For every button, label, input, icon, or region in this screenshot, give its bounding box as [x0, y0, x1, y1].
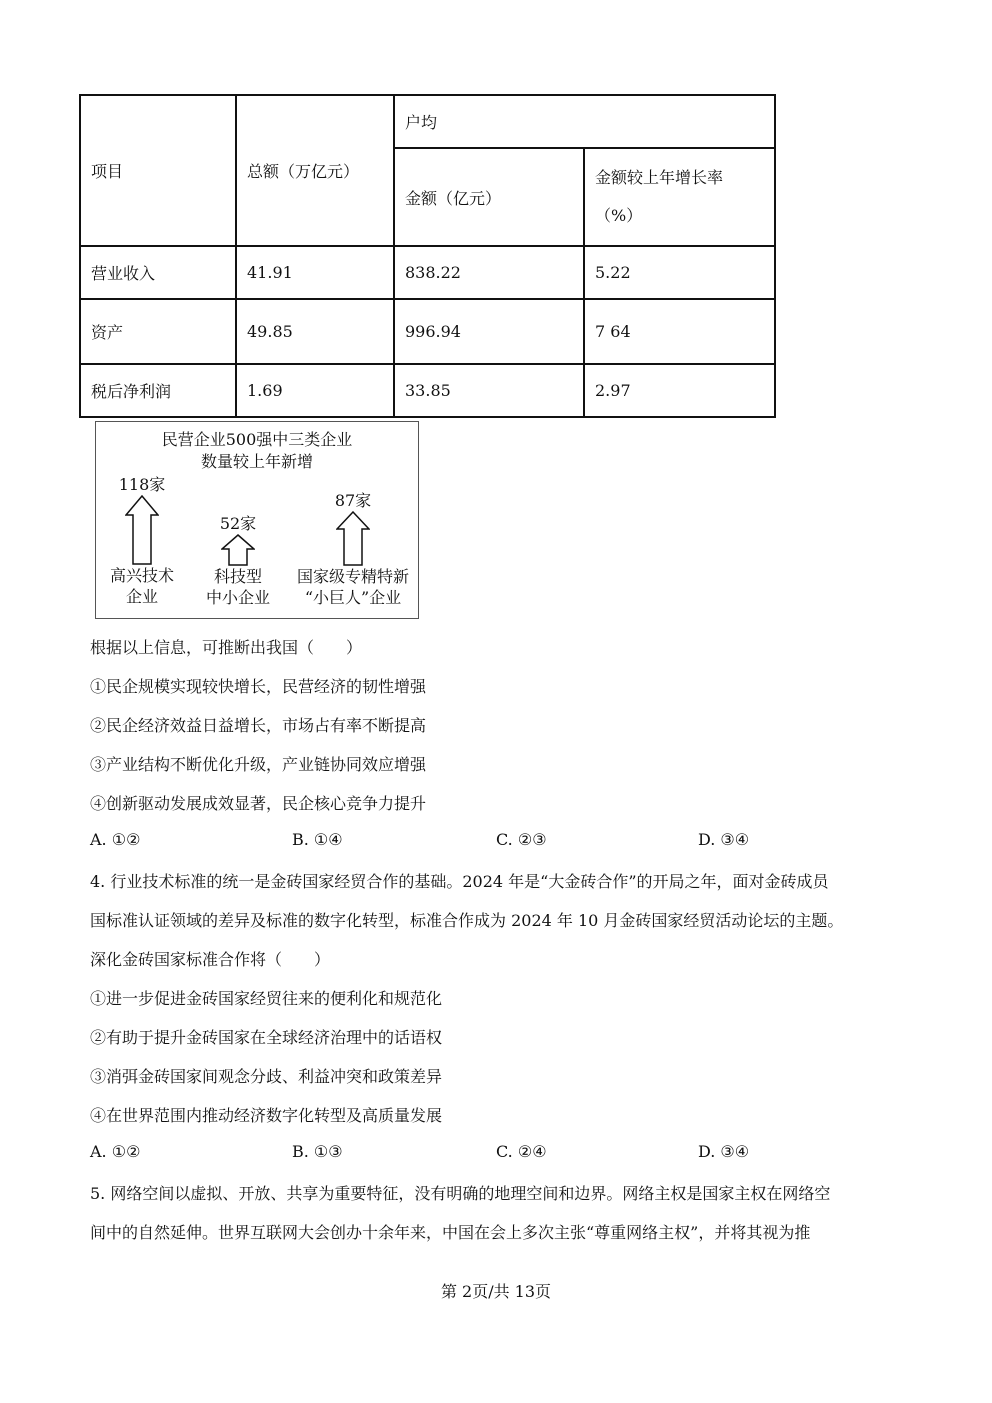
table-row: [80, 364, 775, 417]
q4-option-b[interactable]: B. ①③: [292, 1142, 343, 1161]
q4-statement-3: ③消弭金砖国家间观念分歧、利益冲突和政策差异: [90, 1067, 443, 1086]
row-amount: 33.85: [394, 364, 584, 417]
q4-stem-line2: 国标准认证领域的差异及标准的数字化转型，标准合作成为 2024 年 10 月金砖国家经贸活动论坛的主题。: [90, 911, 844, 930]
q3-option-b[interactable]: B. ①④: [292, 830, 343, 849]
row-item: 资产: [80, 299, 236, 364]
row-total: 41.91: [236, 246, 394, 299]
growth-item-little-giant: [290, 490, 416, 608]
row-growth: 2.97: [584, 364, 775, 417]
growth-item-sme: [200, 513, 276, 608]
row-growth: 5.22: [584, 246, 775, 299]
q3-option-c[interactable]: C. ②③: [496, 830, 547, 849]
header-item: 项目: [80, 95, 236, 246]
growth-label-line2: 中小企业: [205, 588, 270, 607]
growth-label-line1: 国家级专精特新: [296, 567, 409, 586]
header-growth-line1: 金额较上年增长率: [595, 168, 724, 187]
up-arrow-icon: [336, 511, 370, 566]
q3-option-a[interactable]: A. ①②: [90, 830, 141, 849]
q4-stem-line1: 4. 行业技术标准的统一是金砖国家经贸合作的基础。2024 年是“大金砖合作”的开局之年，面对金砖成员: [90, 872, 829, 891]
q4-stem-line3: 深化金砖国家标准合作将（ ）: [90, 950, 331, 969]
q4-option-a[interactable]: A. ①②: [90, 1142, 141, 1161]
row-total: 49.85: [236, 299, 394, 364]
infobox-title-line2: 数量较上年新增: [200, 452, 313, 471]
q4-option-d[interactable]: D. ③④: [698, 1142, 750, 1161]
q4-statement-4: ④在世界范围内推动经济数字化转型及高质量发展: [90, 1106, 443, 1125]
q5-stem-line2: 间中的自然延伸。世界互联网大会创办十余年来，中国在会上多次主张“尊重网络主权”，并将其视为推: [90, 1223, 811, 1242]
q3-stem: 根据以上信息，可推断出我国（ ）: [90, 638, 363, 657]
row-item: 税后净利润: [80, 364, 236, 417]
q3-statement-2: ②民企经济效益日益增长，市场占有率不断提高: [90, 716, 427, 735]
enterprise-growth-infographic: [95, 421, 419, 619]
q3-statement-4: ④创新驱动发展成效显著，民企核心竞争力提升: [90, 794, 427, 813]
header-per-household: 户均: [394, 95, 775, 148]
header-amount: 金额（亿元）: [394, 148, 584, 246]
statistics-table: [79, 94, 776, 418]
growth-label-line1: 高兴技术: [109, 566, 174, 585]
growth-value: 87家: [334, 491, 372, 510]
table-row: [80, 299, 775, 364]
growth-label-line2: 企业: [125, 587, 158, 606]
row-total: 1.69: [236, 364, 394, 417]
growth-label-line1: 科技型: [213, 567, 262, 586]
q3-statement-1: ①民企规模实现较快增长，民营经济的韧性增强: [90, 677, 427, 696]
q3-statement-3: ③产业结构不断优化升级，产业链协同效应增强: [90, 755, 427, 774]
q4-option-c[interactable]: C. ②④: [496, 1142, 547, 1161]
growth-label-line2: “小巨人”企业: [304, 588, 402, 607]
row-amount: 996.94: [394, 299, 584, 364]
growth-value: 118家: [118, 475, 166, 494]
infobox-title-line1: 民营企业500强中三类企业: [161, 430, 353, 449]
row-growth: 7 64: [584, 299, 775, 364]
header-growth: [584, 148, 775, 246]
q4-statement-2: ②有助于提升金砖国家在全球经济治理中的话语权: [90, 1028, 443, 1047]
header-growth-line2: （%）: [595, 206, 643, 225]
row-item: 营业收入: [80, 246, 236, 299]
row-amount: 838.22: [394, 246, 584, 299]
growth-item-high-tech: [104, 474, 180, 607]
page-footer: 第 2页/共 13页: [440, 1282, 552, 1301]
header-total: 总额（万亿元）: [236, 95, 394, 246]
up-arrow-icon: [125, 495, 159, 565]
q3-option-d[interactable]: D. ③④: [698, 830, 750, 849]
q4-statement-1: ①进一步促进金砖国家经贸往来的便利化和规范化: [90, 989, 443, 1008]
growth-value: 52家: [219, 514, 257, 533]
up-arrow-icon: [221, 534, 255, 566]
table-row: [80, 246, 775, 299]
q5-stem-line1: 5. 网络空间以虚拟、开放、共享为重要特征，没有明确的地理空间和边界。网络主权是国家主权在网络空: [90, 1184, 831, 1203]
